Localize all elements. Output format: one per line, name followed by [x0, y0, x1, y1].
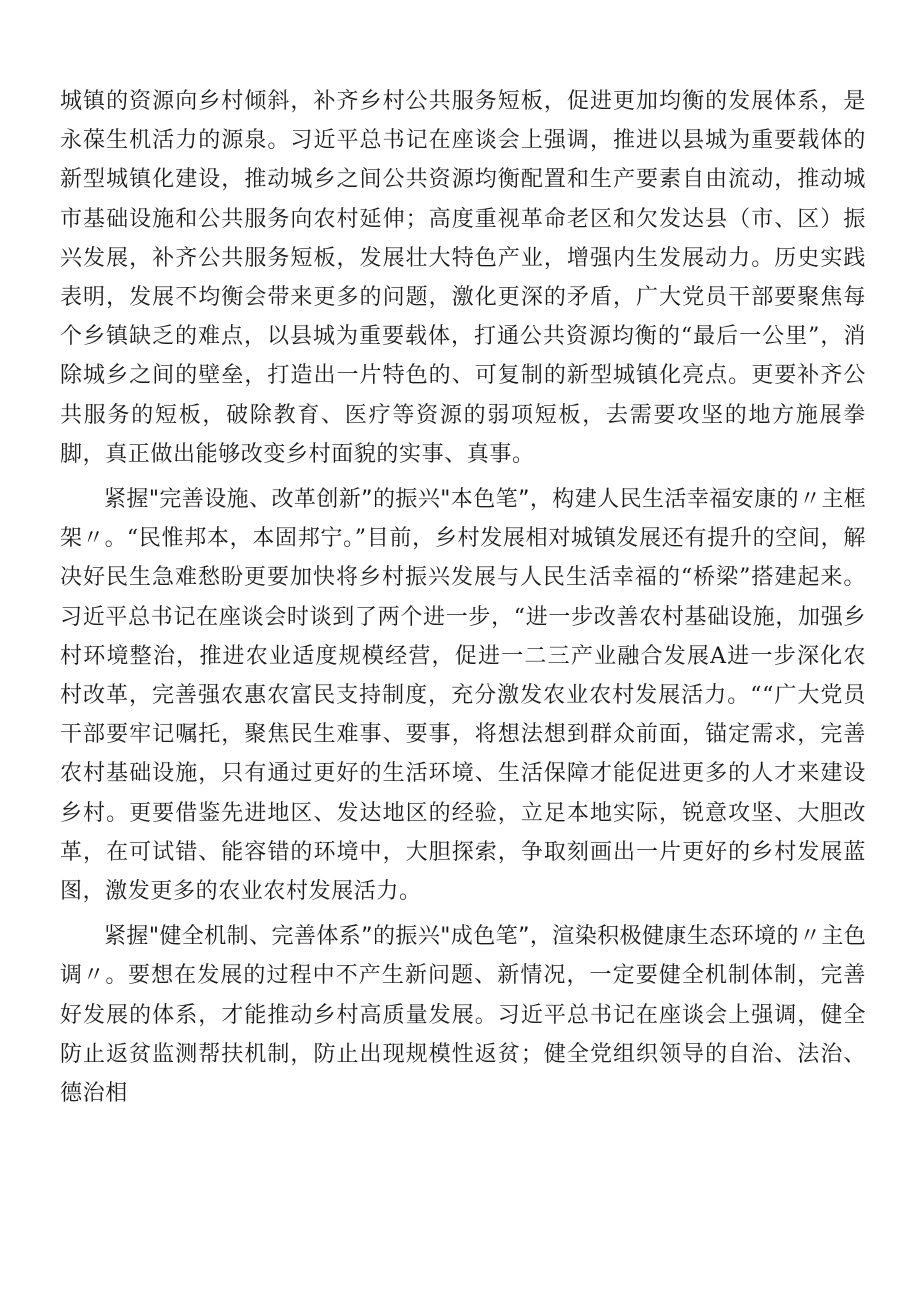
paragraph-3-body: 要想在发展的过程中不产生新问题、新情况，一定要健全机制体制，完善好发展的体系，才能推动乡村高质量发展。习近平总书记在座谈会上强调，健全防止返贫监测帮扶机制，防止出现规模性返贫；健全党组织领导的自治、法治、德治相 — [60, 963, 866, 1107]
paragraph-2-body: “民惟邦本，本固邦宁。”目前，乡村发展相对城镇发展还有提升的空间，解决好民生急难愁盼更要加快将乡村振兴发展与人民生活幸福的“桥梁”搭建起来。习近平总书记在座谈会时谈到了两个进一步，“进一步改善农村基础设施，加强乡村环境整治，推进农业适度规模经营，促进一二三产业融合发展A进一步深化农村改革，完善强农惠农富民支持制度，充分激发农业农村发展活力。““广大党员干部要牢记嘱托，聚焦民生难事、要事，将想法想到群众前面，锚定需求，完善农村基础设施，只有通过更好的生活环境、生活保障才能促进更多的人才来建设乡村。更要借鉴先进地区、发达地区的经验，立足本地实际，锐意攻坚、大胆改革，在可试错、能容错的环境中，大胆探索，争取刻画出一片更好的乡村发展蓝图，激发更多的农业农村发展活力。 — [60, 526, 866, 905]
paragraph-3-heading: 紧握"健全机制、完善体系”的振兴"成色笔”，渲染积极健康生态环境的〃主色调〃。 — [60, 924, 866, 989]
paragraph-1-body: 城镇的资源向乡村倾斜，补齐乡村公共服务短板，促进更加均衡的发展体系，是永葆生机活力的源泉。习近平总书记在座谈会上强调，推进以县城为重要载体的新型城镇化建设，推动城乡之间公共资源均衡配置和生产要素自由流动，推动城市基础设施和公共服务向农村延伸；高度重视革命老区和欠发达县（市、区）振兴发展，补齐公共服务短板，发展壮大特色产业，增强内生发展动力。历史实践表明，发展不均衡会带来更多的问题，激化更深的矛盾，广大党员干部要聚焦每个乡镇缺乏的难点，以县城为重要载体，打通公共资源均衡的“最后一公里”，消除城乡之间的壁垒，打造出一片特色的、可复制的新型城镇化亮点。更要补齐公共服务的短板，破除教育、医疗等资源的弱项短板，去需要攻坚的地方施展拳脚，真正做出能够改变乡村面貌的实事、真事。 — [60, 89, 866, 467]
paragraph-1 — [60, 82, 866, 474]
document-page — [60, 82, 866, 1113]
paragraph-2-heading: 紧握"完善设施、改革创新”的振兴"本色笔”，构建人民生活幸福安康的〃主框架〃。 — [60, 487, 866, 552]
paragraph-2 — [60, 480, 866, 911]
paragraph-3 — [60, 917, 866, 1113]
